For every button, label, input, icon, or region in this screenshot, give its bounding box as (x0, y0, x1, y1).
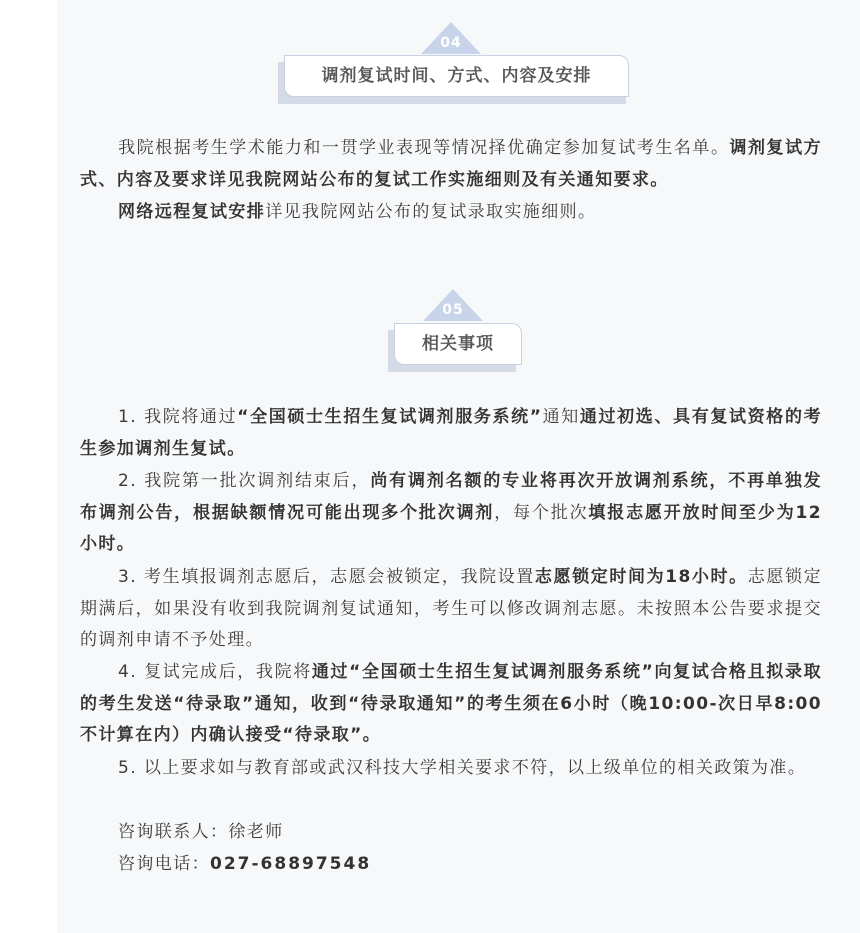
section-04-paragraph-1 (80, 133, 822, 196)
contact-person (80, 817, 822, 849)
contact-name: 徐老师 (228, 822, 284, 842)
item-emphasis: 尚有调剂名额的专业将再次开放调剂系统，不再单独发布调剂公告，根据缺额情况可能出现多个批次调剂 (80, 471, 822, 523)
section-04-title: 调剂复试时间、方式、内容及安排 (284, 55, 629, 97)
item-text: ，每个批次 (494, 502, 589, 523)
item-5 (80, 753, 822, 785)
item-4 (80, 657, 822, 752)
item-text: 5. 以上要求如与教育部或武汉科技大学相关要求不符，以上级单位的相关政策为准。 (118, 758, 807, 778)
contact-label: 咨询联系人： (118, 822, 229, 842)
section-04-number: 04 (440, 35, 462, 51)
item-text: 4. 复试完成后，我院将 (118, 662, 312, 682)
item-2 (80, 466, 822, 561)
item-emphasis: 志愿锁定时间为18小时。 (534, 567, 748, 587)
section-04-paragraph-2 (80, 197, 822, 229)
item-emphasis: 通过初选、具有复试资格的考生参加调剂生复试。 (80, 407, 822, 459)
item-text: 志愿锁定期满后，如果没有收到我院调剂复试通知，考生可以修改调剂志愿。未按照本公告要求提交的调剂申请不予处理。 (80, 567, 822, 650)
item-text: 1. 我院将通过 (118, 407, 238, 427)
item-emphasis: “全国硕士生招生复试调剂服务系统” (237, 407, 543, 427)
phone-label: 咨询电话： (118, 854, 210, 874)
section-05-number: 05 (442, 302, 464, 318)
item-text: 通知 (542, 407, 580, 427)
phone-number[interactable]: 027-68897548 (210, 854, 372, 874)
item-text: 3. 考生填报调剂志愿后，志愿会被锁定，我院设置 (118, 567, 535, 587)
item-emphasis: 通过“全国硕士生招生复试调剂服务系统”向复试合格且拟录取的考生发送“待录取”通知，收到“待录取通知”的考生须在6小时（晚10:00-次日早8:00不计算在内）内确认接受“待录取”。 (80, 662, 822, 745)
paragraph-emphasis: 网络远程复试安排 (118, 202, 266, 222)
item-1 (80, 402, 822, 465)
paragraph-text: 详见我院网站公布的复试录取实施细则。 (265, 202, 597, 222)
paragraph-text: 我院根据考生学术能力和一贯学业表现等情况择优确定参加复试考生名单。 (118, 138, 730, 158)
section-05-title: 相关事项 (394, 323, 522, 365)
item-emphasis: 填报志愿开放时间至少为12小时。 (80, 502, 823, 554)
paragraph-emphasis: 调剂复试方式、内容及要求详见我院网站公布的复试工作实施细则及有关通知要求。 (80, 138, 823, 190)
contact-phone (80, 849, 822, 881)
item-text: 2. 我院第一批次调剂结束后， (118, 471, 371, 491)
item-3 (80, 562, 822, 657)
